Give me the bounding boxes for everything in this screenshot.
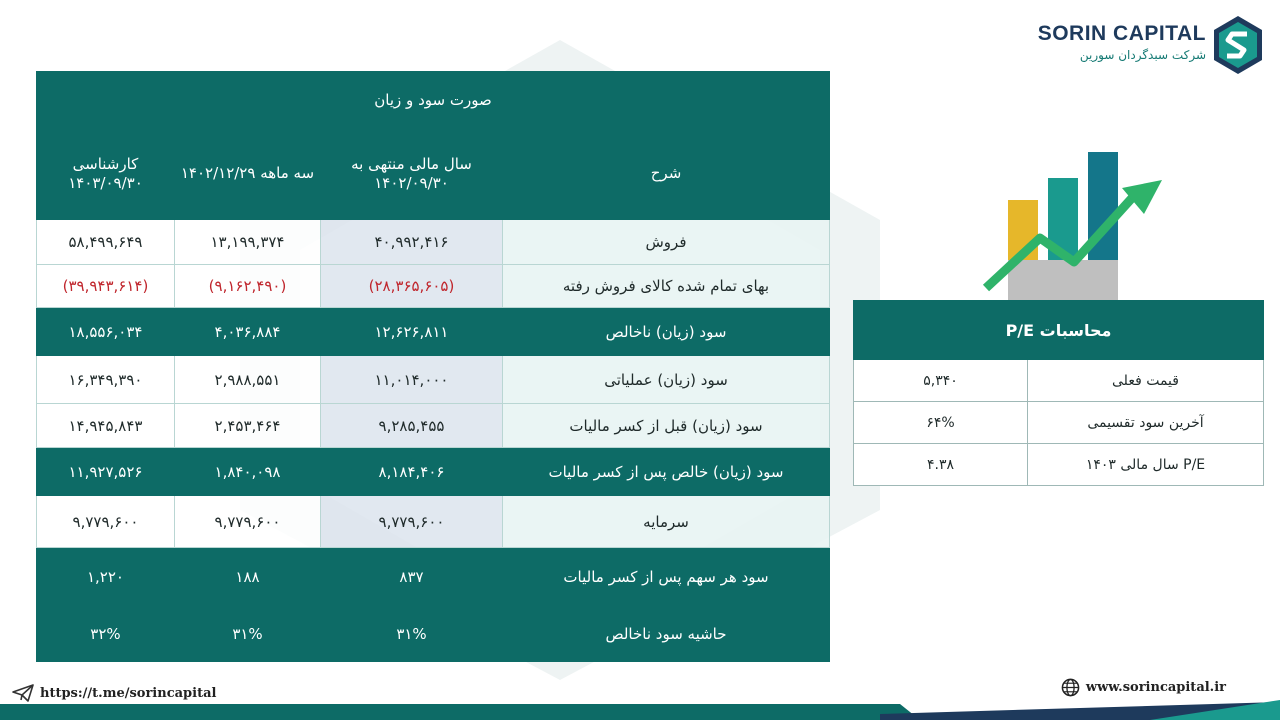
table-row: سود (زیان) عملیاتی ۱۱,۰۱۴,۰۰۰ ۲,۹۸۸,۵۵۱ ۱۶,۳۴۹,۳۹۰ (36, 356, 829, 404)
header-fiscal-year: سال مالی منتهی به ۱۴۰۲/۰۹/۳۰ (321, 129, 503, 220)
table-row: سود (زیان) ناخالص ۱۲,۶۲۶,۸۱۱ ۴,۰۳۶,۸۸۴ ۱۸,۵۵۶,۰۳۴ (36, 308, 829, 356)
table-row: سود (زیان) خالص پس از کسر مالیات ۸,۱۸۴,۴۰۶ ۱,۸۴۰,۰۹۸ ۱۱,۹۲۷,۵۲۶ (36, 448, 829, 496)
table-title: صورت سود و زیان (36, 72, 829, 129)
table-row: P/E سال مالی ۱۴۰۳ ۴.۳۸ (854, 444, 1264, 486)
table-row: سود هر سهم پس از کسر مالیات ۸۳۷ ۱۸۸ ۱,۲۲۰ (36, 548, 829, 606)
brand-logo (1012, 16, 1262, 78)
telegram-link[interactable] (12, 684, 216, 702)
header-estimate: کارشناسی ۱۴۰۳/۰۹/۳۰ (36, 129, 174, 220)
table-row: حاشیه سود ناخالص ۳۱% ۳۱% ۳۲% (36, 606, 829, 662)
table-row: قیمت فعلی ۵,۳۴۰ (854, 360, 1264, 402)
header-three-months: سه ماهه ۱۴۰۲/۱۲/۲۹ (175, 129, 321, 220)
table-row: آخرین سود تقسیمی ۶۴% (854, 402, 1264, 444)
header-description: شرح (503, 129, 830, 220)
pe-table (853, 300, 1264, 486)
table-row: بهای تمام شده کالای فروش رفته (۲۸,۳۶۵,۶۰۵) (۹,۱۶۲,۴۹۰) (۳۹,۹۴۳,۶۱۴) (36, 265, 829, 308)
brand-name-fa: شرکت سبدگردان سورین (1079, 48, 1206, 62)
telegram-url[interactable]: https://t.me/sorincapital (40, 685, 217, 701)
table-row: سرمایه ۹,۷۷۹,۶۰۰ ۹,۷۷۹,۶۰۰ ۹,۷۷۹,۶۰۰ (36, 496, 829, 548)
income-statement-table (37, 71, 830, 659)
table-row: سود (زیان) قبل از کسر مالیات ۹,۲۸۵,۴۵۵ ۲,۴۵۳,۴۶۴ ۱۴,۹۴۵,۸۴۳ (36, 404, 829, 448)
brand-name-en: SORIN CAPITAL (1037, 22, 1206, 45)
footer-band (0, 700, 1280, 720)
globe-icon (1061, 678, 1080, 697)
sorin-logo-mark (1214, 16, 1262, 74)
growth-chart-icon (982, 150, 1172, 300)
telegram-icon (12, 684, 34, 702)
table-row: فروش ۴۰,۹۹۲,۴۱۶ ۱۳,۱۹۹,۳۷۴ ۵۸,۴۹۹,۶۴۹ (36, 220, 829, 265)
pe-title: محاسبات P/E (854, 301, 1264, 360)
website-url[interactable]: www.sorincapital.ir (1085, 680, 1226, 695)
website-link[interactable] (1061, 678, 1226, 697)
